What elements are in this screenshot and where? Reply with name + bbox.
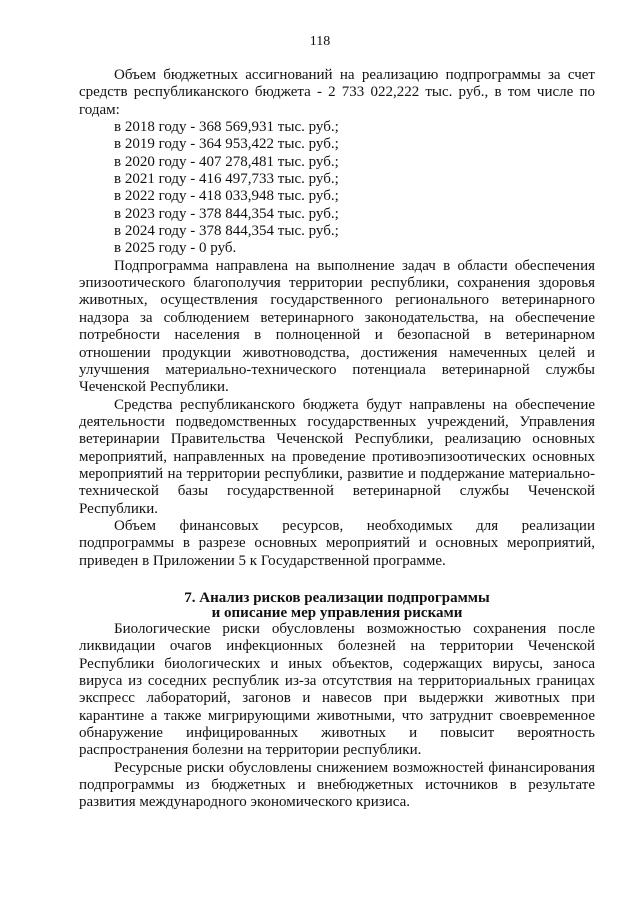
budget-year-2022: в 2022 году - 418 033,948 тыс. руб.; (114, 188, 339, 205)
budget-year-2024: в 2024 году - 378 844,354 тыс. руб.; (114, 223, 339, 240)
budget-by-year-list (79, 119, 595, 258)
section-heading (79, 591, 595, 621)
budget-year-2020: в 2020 году - 407 278,481 тыс. руб.; (114, 153, 339, 170)
document-body (79, 67, 595, 812)
budget-year-2018: в 2018 году - 368 569,931 тыс. руб.; (114, 119, 339, 136)
budget-intro-paragraph: Объем бюджетных ассигнований на реализацию подпрограммы за счет средств республиканского бюджета - 2 733 022,222 тыс. руб., в том числе по годам: (79, 67, 595, 118)
budget-year-2025: в 2025 году - 0 руб. (114, 240, 237, 257)
section-heading-line-1: 7. Анализ рисков реализации подпрограммы (184, 589, 490, 606)
budget-year-2023: в 2023 году - 378 844,354 тыс. руб.; (114, 205, 339, 222)
budget-year-2021: в 2021 году - 416 497,733 тыс. руб.; (114, 171, 339, 188)
financial-resources-paragraph: Объем финансовых ресурсов, необходимых для реализации подпрограммы в разрезе основных мероприятий и основных мероприятий, приведен в Приложении 5 к Государственной программе. (79, 517, 595, 569)
budget-year-2019: в 2019 году - 364 953,422 тыс. руб.; (114, 136, 339, 153)
resource-risks-paragraph: Ресурсные риски обусловлены снижением возможностей финансирования подпрограммы из бюджетных и внебюджетных источников в результате развития международного экономического кризиса. (79, 759, 595, 811)
subprogram-goals-paragraph: Подпрограмма направлена на выполнение задач в области обеспечения эпизоотического благополучия территории республики, сохранения здоровья животных, осуществления государственного регионального ветеринарного надзора за соблюдением ветеринарного законодательства, на обеспечение потребности населения в полноценной и безопасной в ветеринарном отношении продукции животноводства, достижения намеченных целей и улучшения материально-технического потенциала ветеринарной службы Чеченской Республики. (79, 257, 595, 396)
budget-funds-paragraph: Средства республиканского бюджета будут направлены на обеспечение деятельности подведомственных государственных учреждений, Управления ветеринарии Правительства Чеченской Республики, реализацию основных мероприятий, направленных на проведение противоэпизоотических основных мероприятий на территории республики, развитие и поддержание материально-технической базы государственной ветеринарной службы Чеченской Республики. (79, 396, 595, 517)
biological-risks-paragraph: Биологические риски обусловлены возможностью сохранения после ликвидации очагов инфекционных болезней на территории Чеченской Республики биологических и иных объектов, содержащих вирусы, заноса вируса из соседних республик из-за отсутствия на территориальных границах экспресс лабораторий, загонов и навесов при выдержки животных при карантине а также мигрирующими животными, что затруднит своевременное обнаружение инфицированных животных и повысит вероятность распространения болезни на территории республики. (79, 620, 595, 759)
section-heading-line-2: и описание мер управления рисками (211, 604, 463, 621)
page-number: 118 (309, 34, 331, 49)
